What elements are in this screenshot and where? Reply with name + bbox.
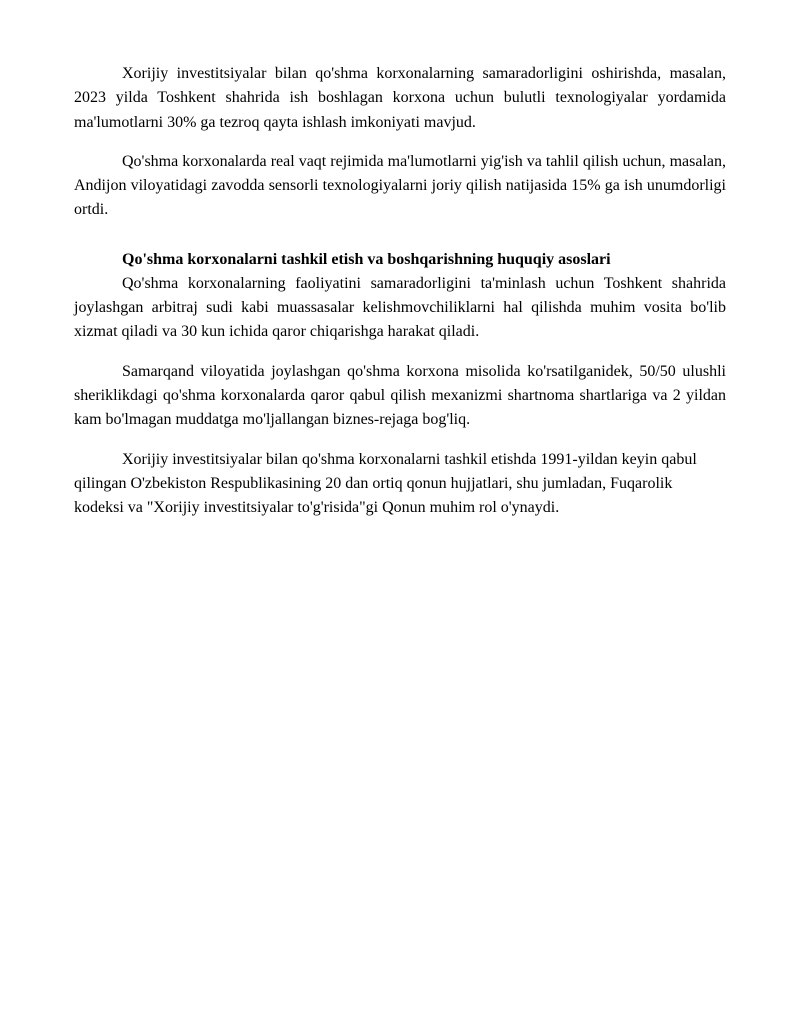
paragraph-sensor-technologies: Qo'shma korxonalarda real vaqt rejimida ma'lumotlarni yig'ish va tahlil qilish uchun, masalan, Andijon viloyatidagi zavodda sensorli texnologiyalarni joriy qilish natijasida 15% ga ish unumdorligi ortdi. — [74, 152, 726, 219]
document-page — [74, 62, 726, 535]
paragraph-samarkand-example: Samarqand viloyatida joylashgan qo'shma korxona misolida ko'rsatilganidek, 50/50 ulushli sheriklikdagi qo'shma korxonalarda qaror qabul qilish mexanizmi shartnoma shartlariga va 2 yildan kam bo'lmagan muddatga mo'ljallangan biznes-rejaga bog'liq. — [74, 362, 726, 429]
section-heading: Qo'shma korxonalarni tashkil etish va boshqarishning huquqiy asoslari — [122, 250, 611, 268]
paragraph-cloud-technologies: Xorijiy investitsiyalar bilan qo'shma korxonalarning samaradorligini oshirishda, masalan, 2023 yilda Toshkent shahrida ish boshlagan korxona uchun bulutli texnologiyalar yordamida ma'lumotlarni 30% ga tezroq qayta ishlash imkoniyati mavjud. — [74, 65, 726, 131]
paragraph-legal-framework: Xorijiy investitsiyalar bilan qo'shma korxonalarni tashkil etishda 1991-yildan keyin qabul qilingan O'zbekiston Respublikasining 20 dan ortiq qonun hujjatlari, shu jumladan, Fuqarolik kodeksi va "Xorijiy investitsiyalar to'g'risida"gi Qonun muhim rol o'ynaydi. — [74, 450, 697, 517]
paragraph-arbitration-court: Qo'shma korxonalarning faoliyatini samaradorligini ta'minlash uchun Toshkent shahrida joylashgan arbitraj sudi kabi muassasalar kelishmovchiliklarni hal qilishda muhim vosita bo'lib xizmat qiladi va 30 kun ichida qaror chiqarishga harakat qiladi. — [74, 274, 726, 341]
